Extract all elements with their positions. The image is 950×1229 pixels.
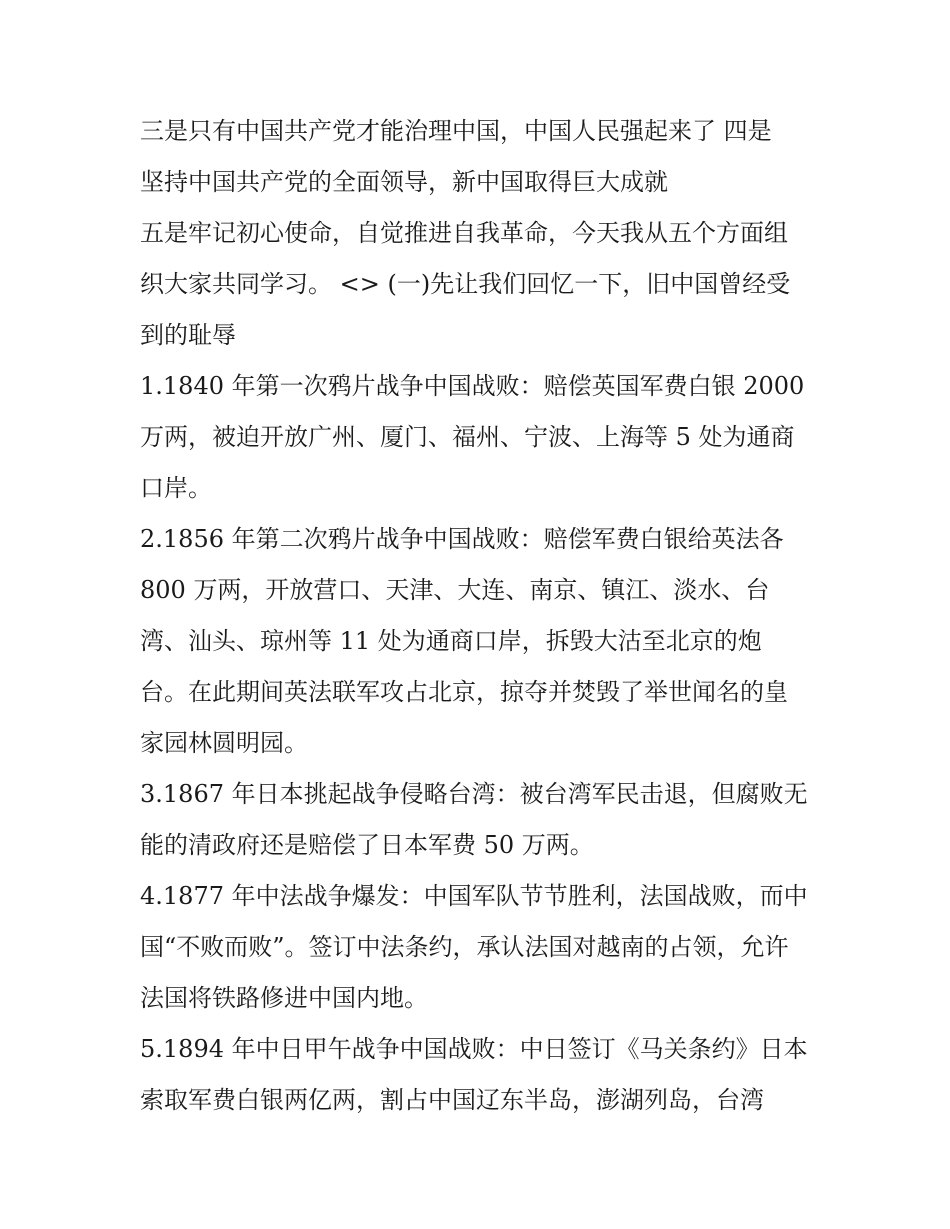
text-line: 到的耻辱 bbox=[140, 321, 236, 349]
text-line: 家园林圆明园。 bbox=[140, 729, 308, 757]
text-line: 台。在此期间英法联军攻占北京，掠夺并焚毁了举世闻名的皇 bbox=[140, 678, 788, 706]
text-line: 五是牢记初心使命，自觉推进自我革命，今天我从五个方面组 bbox=[140, 219, 788, 247]
text-line: 1.1840 年第一次鸦片战争中国战败：赔偿英国军费白银 2000 bbox=[140, 372, 805, 400]
text-line: 3.1867 年日本挑起战争侵略台湾：被台湾军民击退，但腐败无 bbox=[140, 780, 808, 808]
text-line: 三是只有中国共产党才能治理中国，中国人民强起来了 四是 bbox=[140, 117, 772, 145]
text-line: 湾、汕头、琼州等 11 处为通商口岸，拆毁大沽至北京的炮 bbox=[140, 627, 762, 655]
text-line: 能的清政府还是赔偿了日本军费 50 万两。 bbox=[140, 831, 594, 859]
text-line: 4.1877 年中法战争爆发：中国军队节节胜利，法国战败，而中 bbox=[140, 882, 808, 910]
text-line: 口岸。 bbox=[140, 474, 212, 502]
text-line: 2.1856 年第二次鸦片战争中国战败：赔偿军费白银给英法各 bbox=[140, 525, 784, 553]
text-line: 5.1894 年中日甲午战争中国战败：中日签订《马关条约》日本 bbox=[140, 1035, 808, 1063]
text-line: 织大家共同学习。 <> (一)先让我们回忆一下，旧中国曾经受 bbox=[140, 270, 791, 298]
text-line: 索取军费白银两亿两，割占中国辽东半岛，澎湖列岛，台湾 bbox=[140, 1086, 764, 1114]
body-text bbox=[140, 106, 830, 1126]
text-line: 800 万两，开放营口、天津、大连、南京、镇江、淡水、台 bbox=[140, 576, 770, 604]
text-line: 坚持中国共产党的全面领导，新中国取得巨大成就 bbox=[140, 168, 668, 196]
text-line: 万两，被迫开放广州、厦门、福州、宁波、上海等 5 处为通商 bbox=[140, 423, 795, 451]
text-line: 国“不败而败”。签订中法条约，承认法国对越南的占领，允许 bbox=[140, 933, 789, 961]
text-line: 法国将铁路修进中国内地。 bbox=[140, 984, 428, 1012]
